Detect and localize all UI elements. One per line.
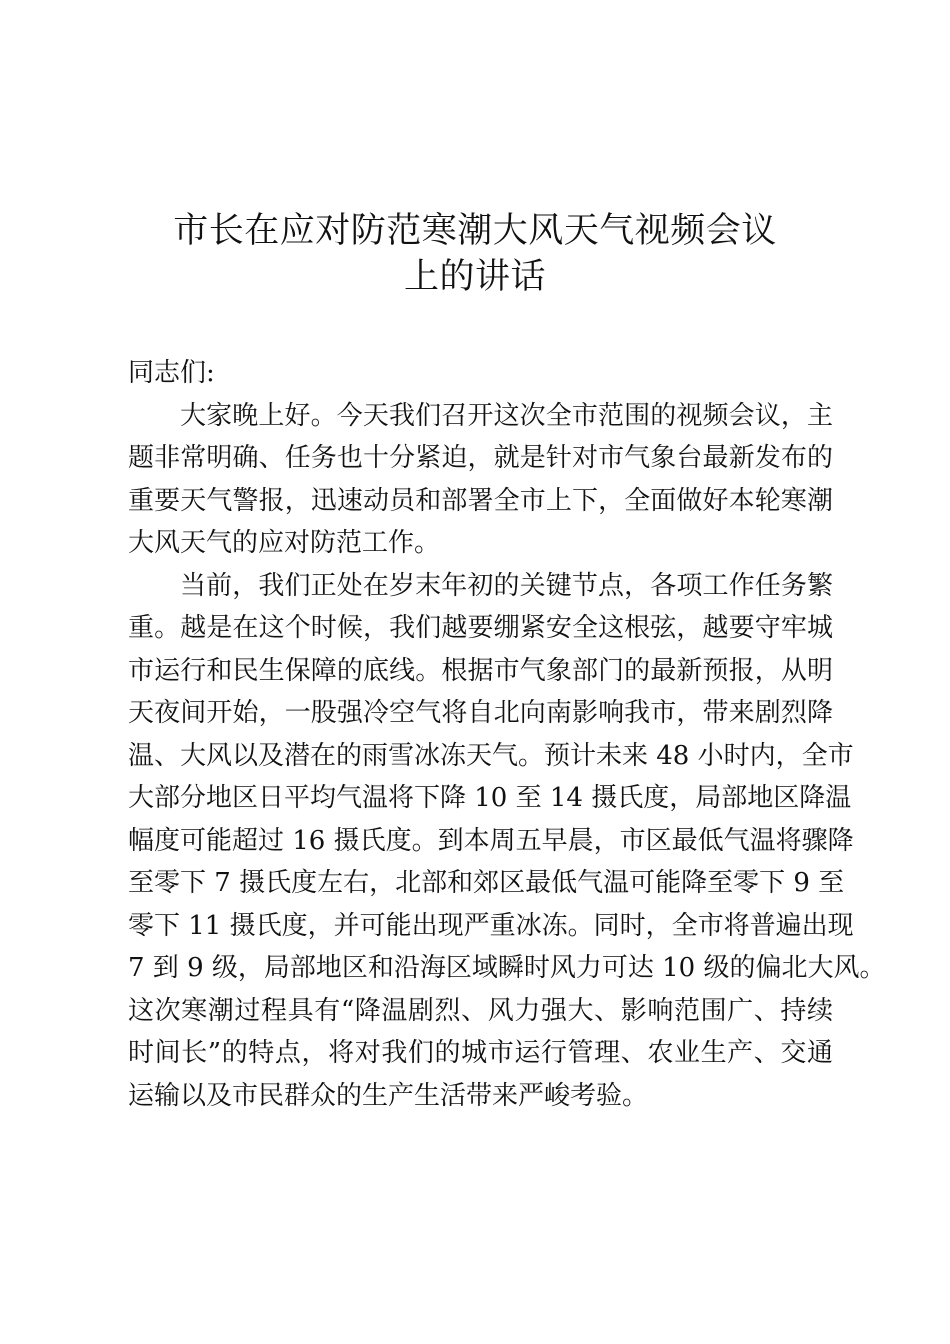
- paragraph-line: 至零下 7 摄氏度左右，北部和郊区最低气温可能降至零下 9 至: [128, 868, 845, 898]
- paragraph-line: 重。越是在这个时候，我们越要绷紧安全这根弦，越要守牢城: [128, 613, 833, 643]
- paragraph-line: 7 到 9 级，局部地区和沿海区域瞬时风力可达 10 级的偏北大风。: [128, 953, 886, 983]
- paragraph-line: 运输以及市民群众的生产生活带来严峻考验。: [128, 1080, 649, 1111]
- document-title: [0, 208, 950, 300]
- paragraph-line: 大风天气的应对防范工作。: [128, 528, 441, 558]
- paragraph-line: 天夜间开始，一股强冷空气将自北向南影响我市，带来剧烈降: [128, 698, 833, 728]
- title-line-2: 上的讲话: [403, 257, 546, 297]
- salutation: 同志们:: [128, 358, 215, 388]
- paragraph-line: 重要天气警报，迅速动员和部署全市上下，全面做好本轮寒潮: [128, 485, 833, 516]
- document-body: [128, 352, 886, 1117]
- paragraph-line: 大部分地区日平均气温将下降 10 至 14 摄氏度，局部地区降温: [128, 783, 852, 813]
- paragraph-line: 这次寒潮过程具有“降温剧烈、风力强大、影响范围广、持续: [128, 995, 833, 1026]
- paragraph-1: [128, 395, 833, 565]
- paragraph-line: 当前，我们正处在岁末年初的关键节点，各项工作任务繁: [180, 570, 833, 601]
- paragraph-line: 题非常明确、任务也十分紧迫，就是针对市气象台最新发布的: [128, 443, 833, 473]
- paragraph-line: 时间长”的特点，将对我们的城市运行管理、农业生产、交通: [128, 1038, 833, 1068]
- paragraph-line: 温、大风以及潜在的雨雪冰冻天气。预计未来 48 小时内，全市: [128, 740, 854, 771]
- paragraph-line: 幅度可能超过 16 摄氏度。到本周五早晨，市区最低气温将骤降: [128, 825, 854, 856]
- paragraph-line: 市运行和民生保障的底线。根据市气象部门的最新预报，从明: [128, 655, 833, 686]
- paragraph-2: [128, 565, 886, 1118]
- title-line-1: 市长在应对防范寒潮大风天气视频会议: [173, 211, 777, 251]
- paragraph-line: 零下 11 摄氏度，并可能出现严重冰冻。同时，全市将普遍出现: [128, 910, 854, 941]
- paragraph-line: 大家晚上好。今天我们召开这次全市范围的视频会议，主: [180, 400, 833, 431]
